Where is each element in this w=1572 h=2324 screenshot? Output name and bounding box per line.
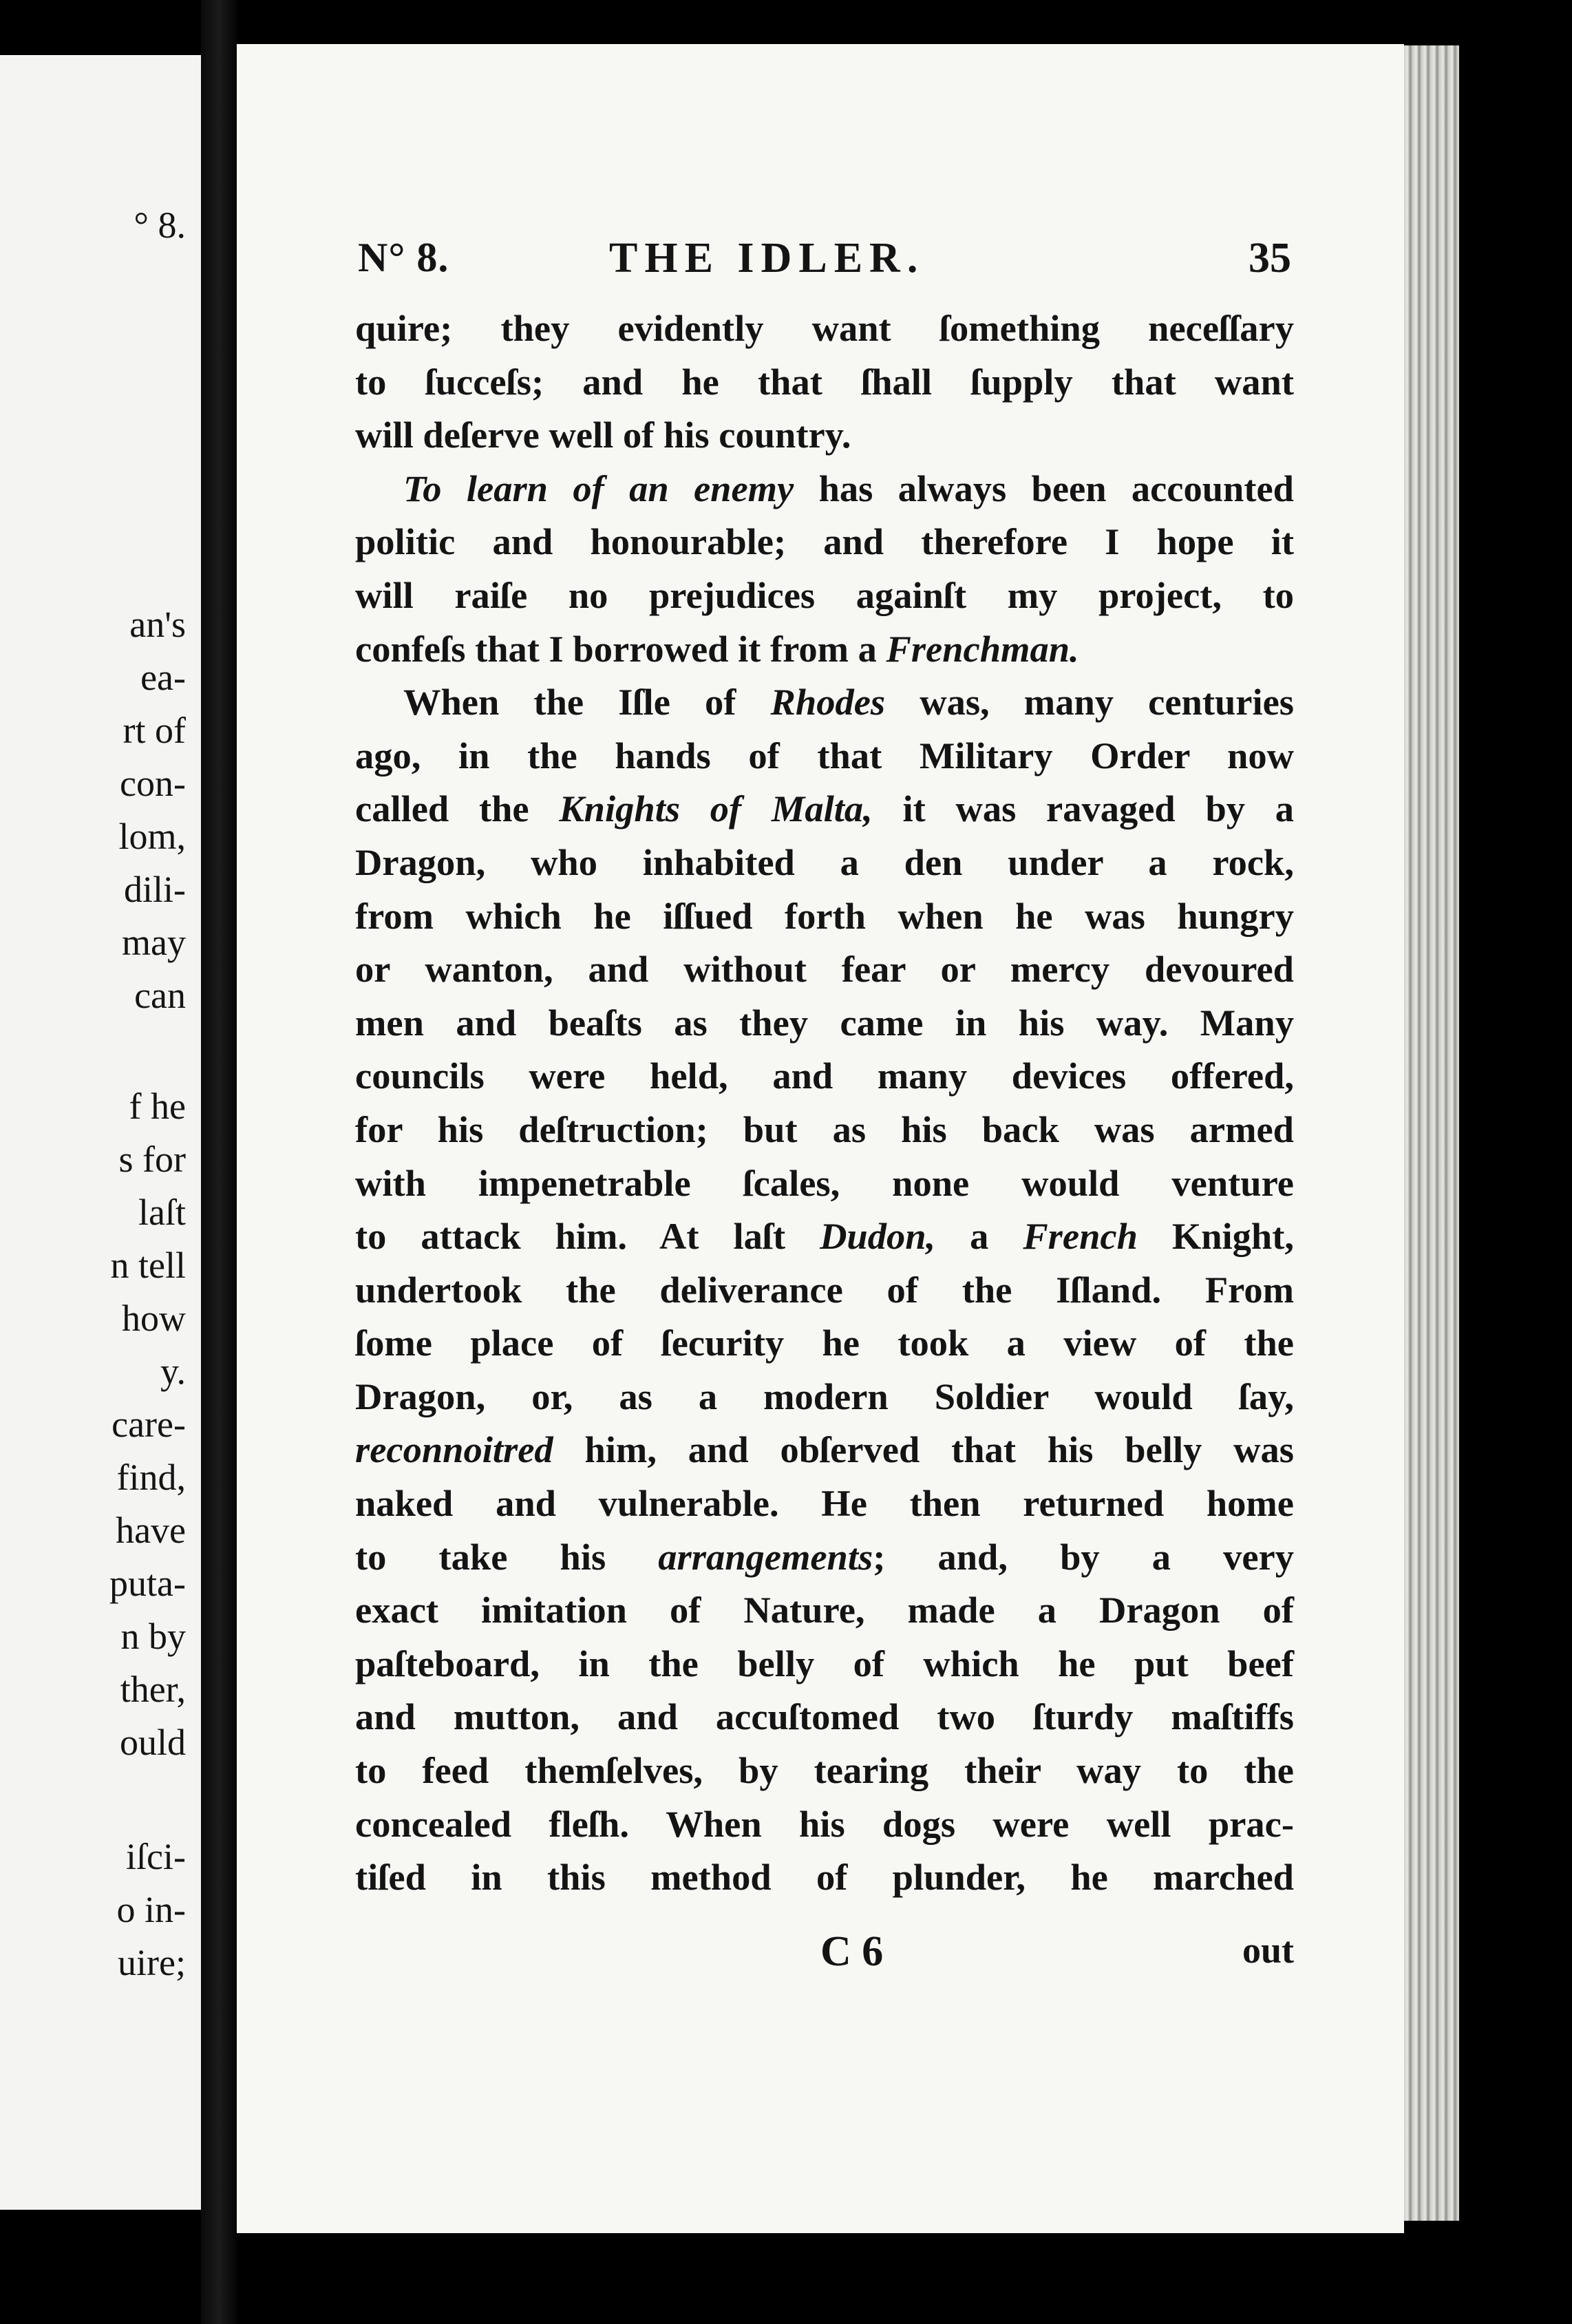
italic-text: To learn of an enemy (403, 467, 794, 509)
text-line (355, 515, 1294, 569)
left-page-fragment: y. (160, 1351, 186, 1392)
text-segment: to ſucceſs; and he that ſhall ſupply that want (355, 360, 1294, 403)
text-segment: politic and honourable; and therefore I hope it (355, 520, 1294, 563)
text-line (355, 1316, 1294, 1370)
italic-text: arrangements (658, 1535, 873, 1578)
text-segment: concealed fleſh. When his dogs were well prac- (355, 1802, 1294, 1845)
page-edge-shadow (1459, 28, 1572, 2272)
left-page-fragment: ould (119, 1722, 186, 1763)
left-page-fragment: how (122, 1298, 186, 1339)
left-page-fragment: find, (116, 1457, 186, 1498)
italic-text: French (1023, 1215, 1138, 1258)
left-page-fragment: ther, (120, 1669, 186, 1710)
italic-text: reconnoitred (355, 1428, 553, 1471)
text-line (355, 622, 1294, 676)
left-page-fragment: have (116, 1510, 186, 1551)
left-page-fragment: laſt (138, 1192, 186, 1233)
page-edges (1404, 45, 1459, 2221)
catchword: out (1242, 1930, 1294, 1971)
text-segment: paſteboard, in the belly of which he put beef (355, 1642, 1294, 1684)
left-page-fragment: may (122, 922, 186, 963)
text-segment: undertook the deliverance of the Iſland. From (355, 1268, 1294, 1311)
text-segment: will deſerve well of his country. (355, 414, 851, 456)
text-line (355, 1637, 1294, 1691)
text-segment: confeſs that I borrowed it from a (355, 627, 886, 670)
text-segment: councils were held, and many devices offered, (355, 1055, 1294, 1097)
running-head (358, 234, 1294, 289)
text-line (355, 942, 1294, 996)
text-segment: ſome place of ſecurity he took a view of the (355, 1322, 1294, 1364)
text-line (355, 1530, 1294, 1584)
text-line (355, 1156, 1294, 1210)
text-segment: naked and vulnerable. He then returned home (355, 1482, 1294, 1525)
text-line (355, 355, 1294, 409)
text-segment: him, and obſerved that his belly was (553, 1428, 1294, 1471)
text-line (355, 1744, 1294, 1797)
left-page-fragment: care- (111, 1404, 186, 1445)
text-segment: and mutton, and accuſtomed two ſturdy maſtiffs (355, 1696, 1294, 1738)
left-page-fragment: f he (129, 1086, 186, 1127)
text-segment: When the Iſle of (403, 681, 771, 723)
left-page-fragment: con- (120, 763, 186, 804)
text-line (355, 1209, 1294, 1263)
left-page-fragment: s for (118, 1139, 186, 1180)
left-page-fragment: ° 8. (134, 204, 186, 246)
text-segment: for his deſtruction; but as his back was armed (355, 1108, 1294, 1150)
text-line (355, 889, 1294, 943)
body-text (355, 302, 1294, 1904)
text-segment: to attack him. At laſt (355, 1215, 820, 1258)
text-segment: called the (355, 788, 560, 830)
text-line (355, 782, 1294, 836)
text-segment: will raiſe no prejudices againſt my project, to (355, 573, 1294, 616)
text-segment: Dragon, or, as a modern Soldier would ſay, (355, 1375, 1294, 1417)
text-line (355, 1797, 1294, 1851)
text-segment: Knight, (1137, 1215, 1294, 1258)
text-line (355, 1103, 1294, 1156)
text-segment: a (935, 1215, 1023, 1258)
text-segment: ; and, by a very (873, 1535, 1294, 1578)
text-line (355, 302, 1294, 355)
text-segment: from which he iſſued forth when he was hungry (355, 894, 1294, 937)
text-segment: to take his (355, 1535, 659, 1578)
text-segment: to feed themſelves, by tearing their way to the (355, 1749, 1294, 1792)
text-line (355, 675, 1294, 729)
text-line (355, 1477, 1294, 1530)
left-page-fragment: o in- (116, 1889, 186, 1930)
text-segment: was, many centuries (885, 681, 1295, 723)
text-line (355, 462, 1294, 516)
text-line (355, 1690, 1294, 1744)
book-gutter (201, 0, 237, 2324)
text-line (355, 569, 1294, 622)
text-segment: tiſed in this method of plunder, he marched (355, 1856, 1294, 1899)
text-line (355, 996, 1294, 1050)
text-line (355, 1049, 1294, 1103)
left-page-fragment: puta- (109, 1563, 186, 1604)
text-line (355, 1370, 1294, 1424)
text-segment: Dragon, who inhabited a den under a rock, (355, 841, 1294, 883)
left-page-fragment: an's (129, 604, 186, 645)
left-page-fragment: uire; (118, 1942, 186, 1983)
left-page-fragment: iſci- (126, 1836, 186, 1877)
left-page-text-fragments (0, 55, 201, 2210)
text-segment: has always been accounted (794, 467, 1294, 509)
italic-text: Knights of Malta, (559, 788, 873, 830)
text-line (355, 729, 1294, 783)
text-line (355, 836, 1294, 889)
italic-text: Rhodes (770, 681, 886, 723)
left-page-fragment: lom, (118, 816, 186, 857)
text-segment: men and beaſts as they came in his way. Many (355, 1001, 1294, 1044)
text-segment: with impenetrable ſcales, none would venture (355, 1161, 1294, 1204)
italic-text: Frenchman. (886, 627, 1079, 670)
page-number: 35 (1249, 235, 1291, 282)
signature-mark: C 6 (820, 1928, 884, 1975)
text-segment: ago, in the hands of that Military Order now (355, 734, 1294, 777)
issue-number: N° 8. (358, 235, 449, 280)
left-page-fragment: ea- (140, 657, 186, 698)
text-line (355, 408, 1294, 462)
left-facing-page (0, 55, 201, 2210)
left-page-fragment: dili- (124, 869, 186, 910)
left-page-fragment: rt of (123, 710, 186, 751)
text-line (355, 1850, 1294, 1904)
text-line (355, 1583, 1294, 1637)
text-segment: quire; they evidently want ſomething neceſſary (355, 307, 1294, 349)
text-segment: it was ravaged by a (872, 788, 1295, 830)
text-line (355, 1423, 1294, 1477)
text-segment: exact imitation of Nature, made a Dragon of (355, 1589, 1294, 1631)
running-title: THE IDLER. (609, 235, 925, 282)
left-page-fragment: n tell (110, 1245, 186, 1286)
italic-text: Dudon, (820, 1215, 936, 1258)
text-segment: or wanton, and without fear or mercy devoured (355, 948, 1294, 991)
left-page-fragment: n by (120, 1616, 186, 1657)
left-page-fragment: can (134, 975, 186, 1016)
text-line (355, 1263, 1294, 1317)
